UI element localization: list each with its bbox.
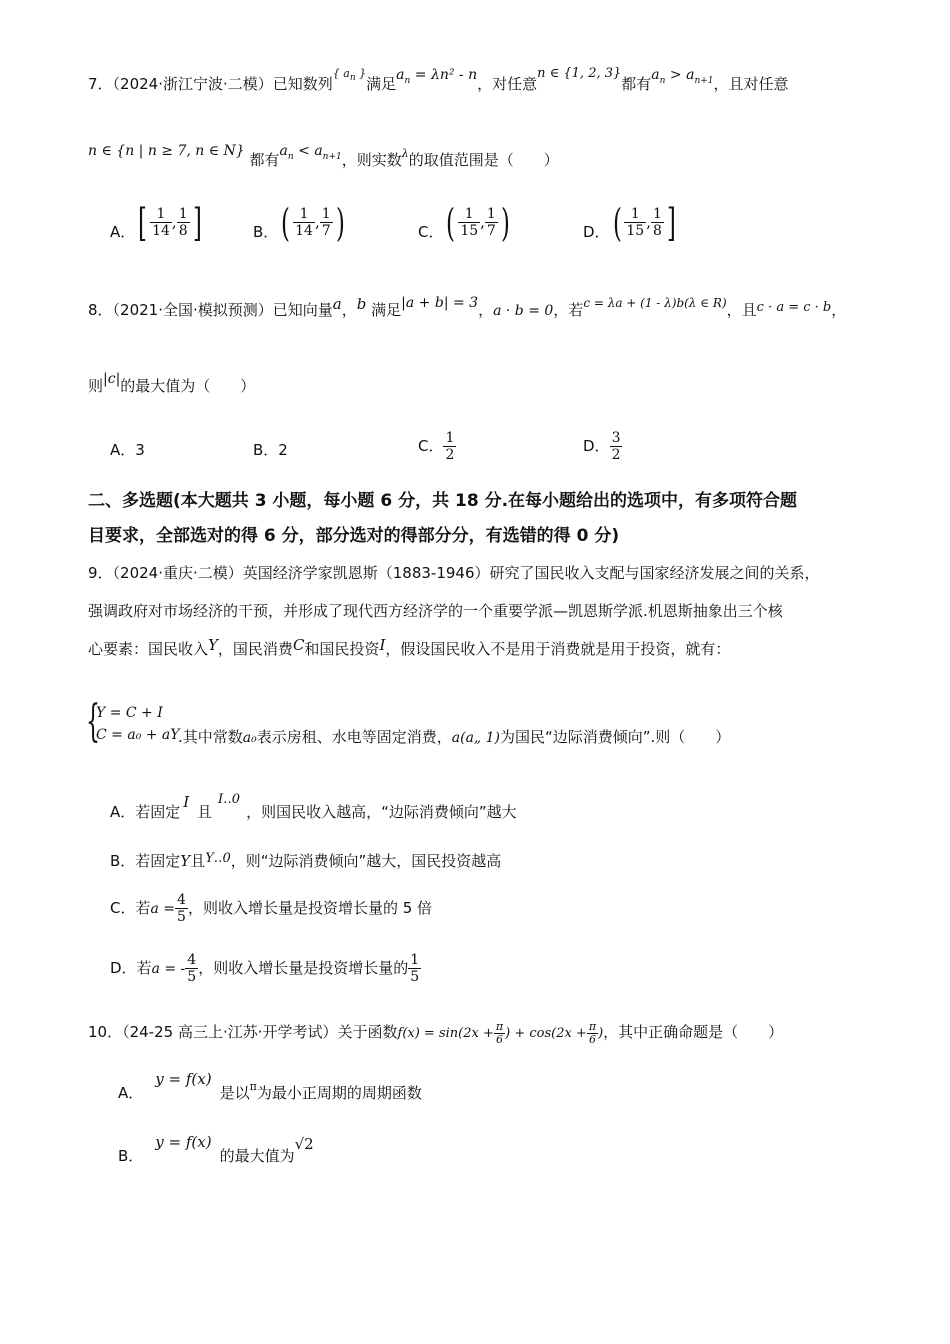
section-2-heading-line1: 二、多选题(本大题共 3 小题，每小题 6 分，共 18 分.在每小题给出的选项中，有多项符合题 <box>88 491 798 511</box>
q8-text: 满足 <box>371 301 402 319</box>
option-label: C． <box>418 437 444 455</box>
fraction <box>458 206 480 239</box>
q8-option-d[interactable] <box>583 426 622 466</box>
fraction <box>485 206 498 239</box>
q10-yfx: y = f(x) <box>155 1133 212 1151</box>
option-text: B．2 <box>253 441 288 459</box>
option-text: D．若 <box>110 959 152 977</box>
option-text: A．3 <box>110 441 145 459</box>
q10-mid: ) + cos(2x + <box>505 1026 587 1041</box>
q7-text: 满足 <box>366 75 397 93</box>
q9-eq1: Y = C + I <box>96 705 163 721</box>
denominator: 15 <box>460 223 479 239</box>
q7-formula-a: a <box>396 67 405 83</box>
q9-I: I <box>183 793 190 811</box>
q8-text: ， <box>831 301 847 319</box>
numerator: 1 <box>445 430 455 446</box>
q7-text: 都有 <box>621 75 652 93</box>
option-text: ，则国民收入越高，“边际消费倾向”越大 <box>246 803 517 821</box>
denominator: 15 <box>626 223 645 239</box>
q7-option-b[interactable]: B．( $\frac{1}{14}$ , $\frac{1}{7}$ ) <box>253 200 345 245</box>
q7-ineq1-a2: a <box>686 67 695 83</box>
q7-ineq1-sub2: n+1 <box>694 75 714 86</box>
numerator: 4 <box>177 892 186 908</box>
bracket: ] <box>192 200 202 245</box>
q7-lambda: λ <box>401 147 409 160</box>
q9-option-d[interactable] <box>110 946 421 991</box>
fraction <box>293 206 315 239</box>
denominator: 7 <box>486 223 496 239</box>
denominator: 7 <box>321 223 331 239</box>
option-text: A．若固定 <box>110 803 181 821</box>
fraction <box>150 206 172 239</box>
q9-a: a = <box>150 901 176 917</box>
option-label: A． <box>110 223 136 241</box>
q10-sqrt2: √2 <box>294 1135 314 1153</box>
denominator: 2 <box>611 447 621 463</box>
numerator: 1 <box>178 206 188 222</box>
q7-text: ，对任意 <box>477 75 538 93</box>
q10-line1 <box>88 1012 783 1054</box>
q7-ineq1: $a_n > a_{n+1}$ <box>651 67 714 86</box>
q8-option-b[interactable] <box>253 440 288 460</box>
bracket: ] <box>666 200 676 245</box>
numerator: 1 <box>410 952 420 968</box>
q10-function <box>397 1020 604 1046</box>
q9-line2: 强调政府对市场经济的干预，并形成了现代西方经济学的一个重要学派—凯恩斯学派.机恩斯抽象出三个核 <box>88 602 783 620</box>
numerator: 1 <box>458 206 480 223</box>
denominator: 6 <box>495 1033 503 1046</box>
q7-option-c[interactable]: C．( $\frac{1}{15}$ , $\frac{1}{7}$ ) <box>418 200 510 245</box>
fraction <box>443 430 456 463</box>
q7-ineq2-a2: a <box>314 143 323 159</box>
fraction <box>175 892 188 925</box>
bracket: ( <box>612 200 622 245</box>
option-text: ，则“边际消费倾向”越大，国民投资越高 <box>230 852 502 870</box>
q10-text: 关于函数 <box>337 1023 398 1041</box>
fraction <box>408 952 421 985</box>
fraction <box>651 206 664 239</box>
q8-option-c[interactable] <box>418 426 456 466</box>
option-text: 的最大值为 <box>219 1147 295 1165</box>
q10-text: ，其中正确命题是（ ） <box>603 1023 784 1041</box>
q10-pi: π <box>249 1080 257 1093</box>
q9-option-c[interactable] <box>110 886 432 931</box>
numerator: 4 <box>187 952 197 968</box>
q9-text: 表示房租、水电等固定消费， <box>256 728 452 746</box>
denominator: 2 <box>445 447 455 463</box>
q10-option-b[interactable] <box>118 1133 314 1166</box>
option-label: B． <box>118 1147 144 1165</box>
option-text: B．若固定 <box>110 852 181 870</box>
q7-text: 已知数列 <box>272 75 333 93</box>
bracket: [ <box>138 200 148 245</box>
q8-number: 8． <box>88 301 113 319</box>
section-2-heading-line2: 目要求，全部选对的得 6 分，部分选对的得部分分，有选错的得 0 分) <box>88 526 620 546</box>
q7-ineq1-sub: n <box>659 75 666 86</box>
q9-Y: Y <box>208 636 218 654</box>
numerator: π <box>588 1020 597 1033</box>
q8-text: 则 <box>88 377 104 395</box>
q7-seq-sub: n <box>349 73 356 84</box>
option-text: C．若 <box>110 899 151 917</box>
q9-line3 <box>88 636 731 659</box>
numerator: 1 <box>293 206 315 223</box>
q9-eq2: C = a₀ + aY <box>96 727 180 743</box>
bracket: ( <box>281 200 291 245</box>
denominator: 14 <box>152 223 170 239</box>
q7-formula-sub: n <box>404 75 411 86</box>
q8-cond3: c · a = c · b <box>756 300 832 315</box>
q9-option-a[interactable] <box>110 792 517 824</box>
option-label: A． <box>118 1084 144 1102</box>
bracket: ( <box>446 200 456 245</box>
numerator: 1 <box>150 206 172 223</box>
q7-text: ，且对任意 <box>713 75 789 93</box>
numerator: 1 <box>653 206 662 222</box>
q9-Y: Y <box>180 852 191 870</box>
fraction <box>320 206 333 239</box>
option-text: 且 <box>196 803 212 821</box>
option-text: 是以 <box>219 1084 250 1102</box>
fraction <box>185 952 198 985</box>
q9-text: 为国民“边际消费倾向”.则（ ） <box>500 728 731 746</box>
q9-text: ，国民消费 <box>217 640 293 658</box>
q8-text: 已知向量 <box>272 301 333 319</box>
q7-ineq2-sub: n <box>287 151 294 162</box>
q9-cond: Y‥0 <box>205 851 231 866</box>
numerator: 1 <box>486 206 496 222</box>
bracket: ) <box>500 200 510 245</box>
q7-set2: n ∈ {n | n ≥ 7, n ∈ N} <box>88 143 245 159</box>
q7-ineq2-sub2: n+1 <box>322 151 342 162</box>
bracket: ) <box>335 200 345 245</box>
q7-set1: n ∈ {1, 2, 3} <box>537 66 622 81</box>
denominator: 6 <box>588 1033 596 1046</box>
option-text: 为最小正周期的周期函数 <box>256 1084 422 1102</box>
numerator: 1 <box>624 206 646 223</box>
q8-vector-a: a <box>332 295 342 313</box>
option-text: ，则收入增长量是投资增长量的 5 倍 <box>187 899 433 917</box>
q7-line1 <box>88 66 789 101</box>
option-text: ，则收入增长量是投资增长量的 <box>198 959 409 977</box>
q10-end: ) <box>598 1026 604 1041</box>
q8-option-a[interactable] <box>110 440 145 460</box>
q8-text: 的最大值为（ ） <box>120 377 256 395</box>
q7-number: 7． <box>88 75 113 93</box>
q7-seq-a: a <box>343 67 350 80</box>
q9-I: I <box>379 636 386 654</box>
q7-formula <box>396 67 478 86</box>
q10-option-a[interactable] <box>118 1070 422 1105</box>
numerator: 3 <box>611 430 621 446</box>
option-label: B． <box>253 223 279 241</box>
brace-icon: { <box>86 696 100 747</box>
q8-line1: 8．（2021·全国·模拟预测）已知向量a，b 满足|a + b| = 3，a · b = 0，若$^{c = \lambda a + (1 - \lambda)b(\lambda \in R)}$，且c · a = c · b， <box>88 295 847 319</box>
q9-a-cond: a(a„ 1) <box>451 730 500 746</box>
q7-ineq1-a: a <box>651 67 660 83</box>
q9-text: .其中常数 <box>178 728 243 746</box>
option-label: C． <box>418 223 444 241</box>
option-label: D． <box>583 223 610 241</box>
q7-text: 都有 <box>249 151 280 169</box>
fraction <box>610 430 623 463</box>
q8-cdef: c = λa + (1 - λ)b(λ ∈ R) <box>583 296 727 310</box>
q8-vector-b: b <box>356 295 367 313</box>
q7-ineq2: $a_n < a_{n+1}$ <box>279 143 342 162</box>
q10-fx: f(x) = sin(2x + <box>397 1026 494 1041</box>
q9-line4 <box>178 727 730 748</box>
numerator: 1 <box>321 206 331 222</box>
q7-line2 <box>88 143 559 177</box>
q10-number: 10． <box>88 1023 123 1041</box>
denominator: 8 <box>653 223 662 239</box>
q7-text: 的取值范围是（ ） <box>408 151 559 169</box>
q8-abs-c: |c| <box>103 371 121 387</box>
q7-seq: { an } <box>332 67 367 84</box>
q9-text: 和国民投资 <box>304 640 380 658</box>
denominator: 8 <box>178 223 188 239</box>
q7-option-a[interactable]: A．[ $\frac{1}{14}$ , $\frac{1}{8}$ ] <box>110 200 202 245</box>
q7-ineq2-a: a <box>279 143 288 159</box>
option-text: 且 <box>190 852 206 870</box>
fraction <box>177 206 190 239</box>
q10-source: （24-25 高三上·江苏·开学考试） <box>122 1023 338 1041</box>
denominator: 14 <box>295 223 313 239</box>
denominator: 5 <box>187 969 197 985</box>
q9-a: a = - <box>151 961 186 977</box>
option-label: D． <box>583 437 610 455</box>
q8-line2 <box>88 371 256 397</box>
q8-text: ，且 <box>726 301 757 319</box>
q7-formula-rhs: = λn² - n <box>414 67 478 83</box>
q9-cond: I‥0 <box>218 792 241 807</box>
denominator: 5 <box>410 969 420 985</box>
fraction <box>587 1021 598 1046</box>
q7-text: ，则实数 <box>341 151 402 169</box>
q8-source: （2021·全国·模拟预测） <box>112 301 273 319</box>
q8-cond2: a · b = 0 <box>493 303 554 319</box>
q7-source: （2024·浙江宁波·二模） <box>112 75 273 93</box>
numerator: π <box>495 1020 504 1033</box>
q8-cond1: |a + b| = 3 <box>401 295 479 311</box>
fraction <box>494 1021 505 1046</box>
q8-text: ，若 <box>553 301 584 319</box>
denominator: 5 <box>177 909 186 925</box>
q7-option-d[interactable]: D．( $\frac{1}{15}$ , $\frac{1}{8}$ ] <box>583 200 676 245</box>
q9-text: ，假设国民收入不是用于消费就是用于投资，就有： <box>385 640 731 658</box>
q9-text: 心要素：国民收入 <box>88 640 209 658</box>
q10-yfx: y = f(x) <box>155 1070 212 1088</box>
q9-option-b[interactable] <box>110 851 501 873</box>
q9-C: C <box>292 636 305 654</box>
q9-line1: 9．（2024·重庆·二模）英国经济学家凯恩斯（1883-1946）研究了国民收入支配与国家经济发展之间的关系， <box>88 564 820 582</box>
q8-text: ， <box>341 301 357 319</box>
q9-a0: a₀ <box>242 730 257 746</box>
fraction <box>624 206 646 239</box>
